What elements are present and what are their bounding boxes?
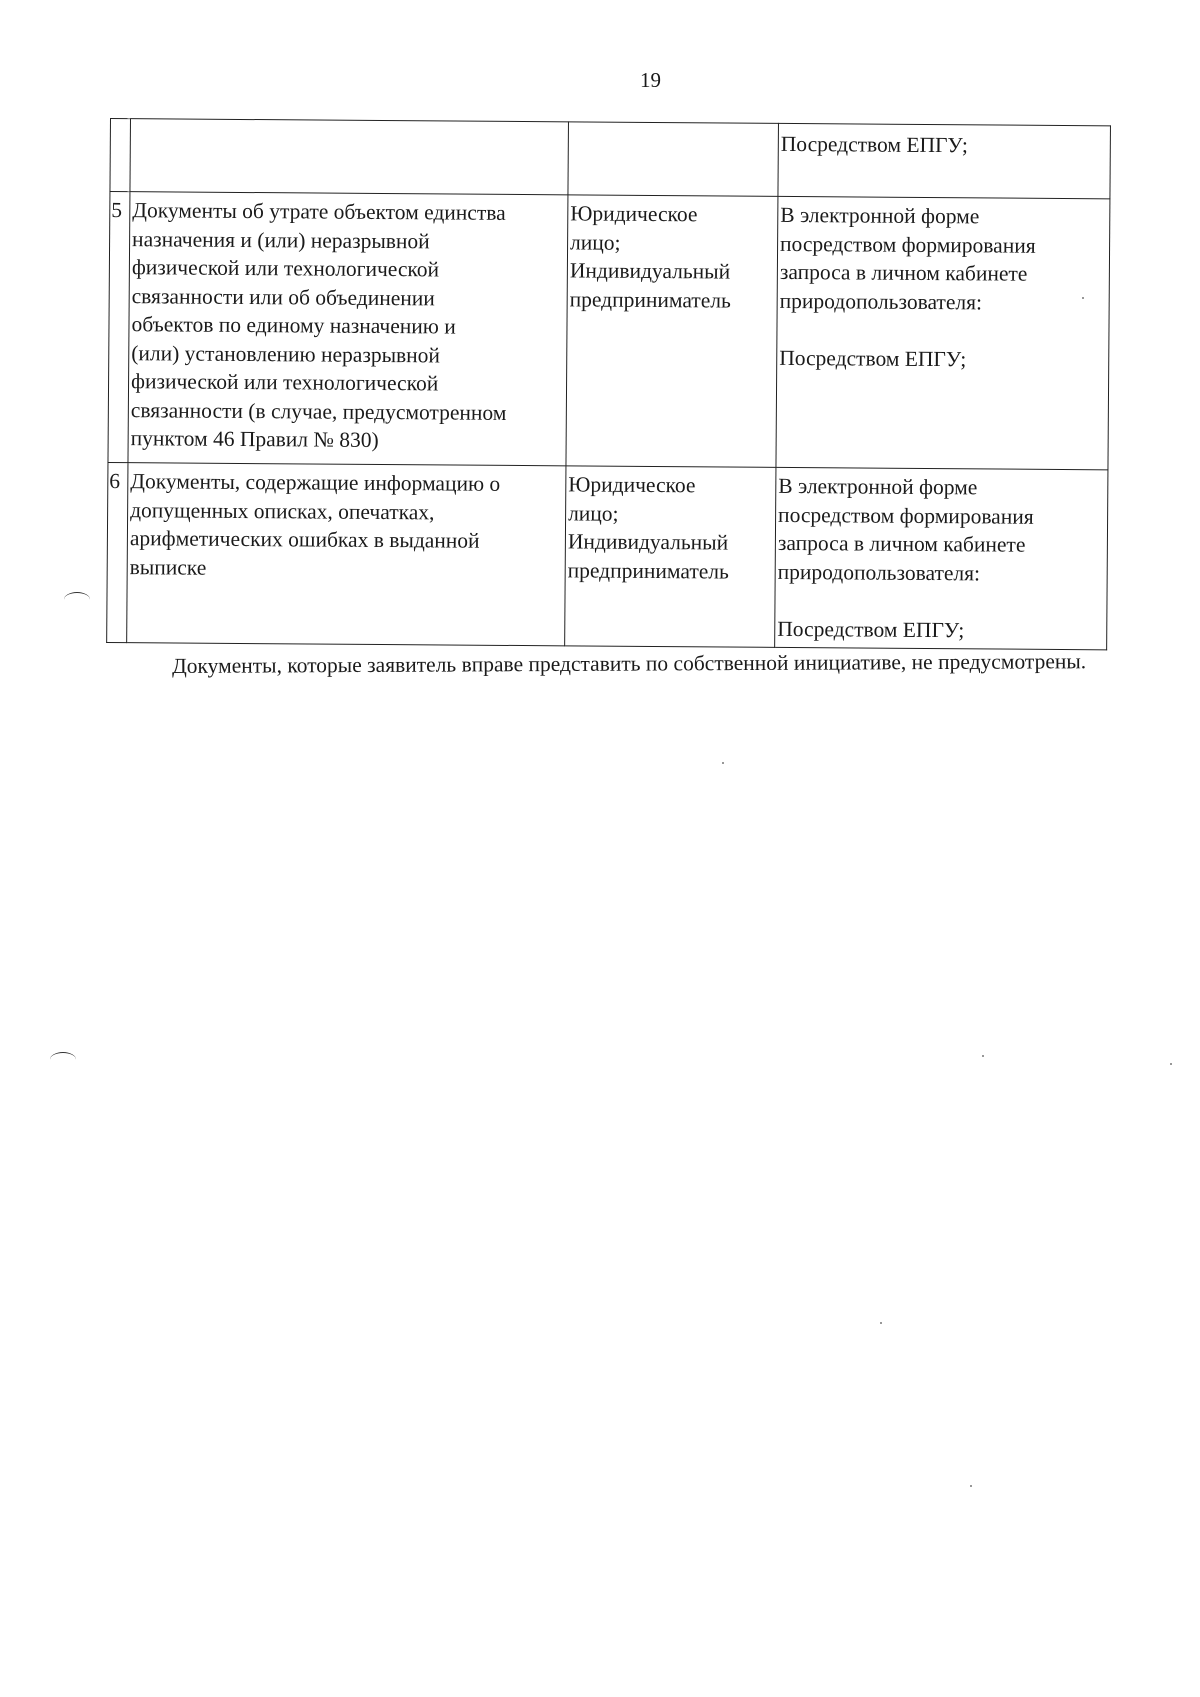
document-name: Документы об утрате объектом единства назначения и (или) неразрывной физической или технологической связанности или об объединении объектов по единому назначению и (или) установлению неразрывной физической или технологической связанности (в случае, предусмотренном пунктом 46 Правил № 830) <box>128 192 568 466</box>
documents-table <box>106 118 1111 650</box>
scan-dot <box>970 1485 972 1487</box>
scan-mark <box>50 1052 76 1067</box>
scan-dot <box>1082 297 1084 299</box>
applicant-category: Юридическое лицо; Индивидуальный предприниматель <box>566 195 778 468</box>
submission-method: В электронной форме посредством формирования запроса в личном кабинете природопользователя: Посредством ЕПГУ; <box>775 467 1108 649</box>
scan-dot <box>722 762 724 764</box>
scan-mark <box>64 592 90 607</box>
row-number <box>110 119 131 192</box>
applicant-category: Юридическое лицо; Индивидуальный предприниматель <box>565 466 776 648</box>
document-name <box>130 119 569 195</box>
scan-dot <box>1170 1063 1172 1065</box>
scan-dot <box>982 1055 984 1057</box>
table-row <box>110 119 1111 199</box>
table-row <box>107 462 1108 649</box>
submission-method: Посредством ЕПГУ; <box>778 123 1111 198</box>
submission-method: В электронной форме посредством формирования запроса в личном кабинете природопользователя: Посредством ЕПГУ; <box>776 196 1110 469</box>
table-row <box>108 192 1110 470</box>
page-number: 19 <box>640 68 661 92</box>
scan-dot <box>880 1322 882 1324</box>
row-number: 5 <box>108 192 130 463</box>
applicant-category <box>568 122 779 197</box>
note-paragraph: Документы, которые заявитель вправе представить по собственной инициативе, не предусмотрены. <box>172 649 1087 678</box>
row-number: 6 <box>107 462 128 642</box>
document-name: Документы, содержащие информацию о допущенных описках, опечатках, арифметических ошибках в выданной выписке <box>127 463 566 646</box>
